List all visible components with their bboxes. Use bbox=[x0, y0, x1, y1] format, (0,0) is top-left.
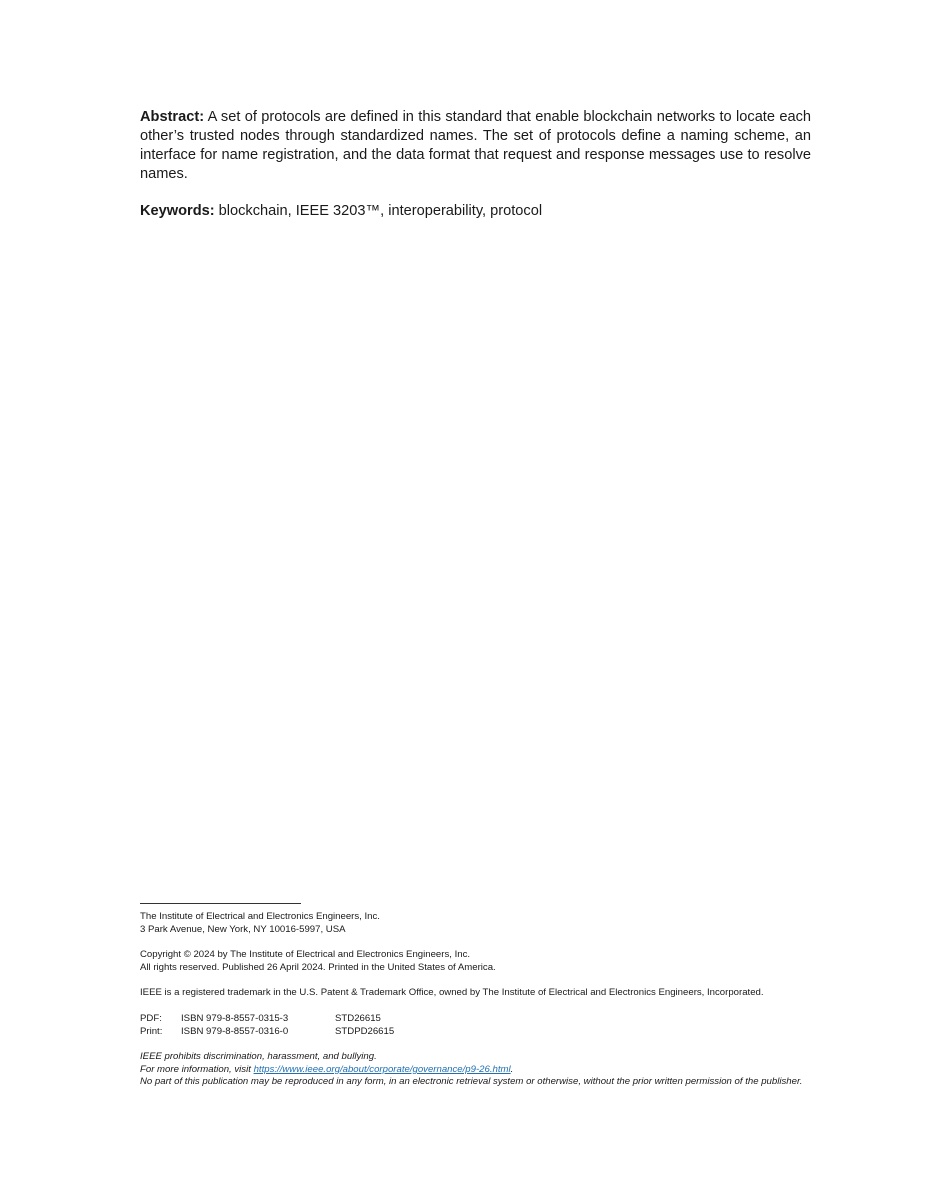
isbn-format-label: Print: bbox=[140, 1025, 163, 1037]
keywords-paragraph bbox=[140, 202, 811, 221]
publication-footer bbox=[140, 903, 811, 1089]
policy-info bbox=[140, 1051, 811, 1089]
publisher-address: 3 Park Avenue, New York, NY 10016-5997, USA bbox=[140, 923, 346, 935]
info-prefix: For more information, visit bbox=[140, 1063, 254, 1075]
isbn-std-code: STD26615 bbox=[335, 1012, 381, 1024]
document-body bbox=[140, 108, 811, 221]
isbn-info bbox=[140, 1013, 811, 1038]
footer-divider bbox=[140, 903, 301, 904]
trademark-info bbox=[140, 987, 811, 1000]
isbn-format-label: PDF: bbox=[140, 1012, 162, 1024]
publisher-info bbox=[140, 911, 811, 936]
abstract-text: A set of protocols are defined in this standard that enable blockchain networks to locate each other’s trusted nodes through standardized names. The set of protocols define a naming scheme, an interface for name registration, and the data format that request and response messages use to resolve names. bbox=[140, 109, 811, 182]
info-line bbox=[140, 1064, 811, 1077]
isbn-row-print bbox=[140, 1026, 811, 1039]
isbn-number: ISBN 979-8-8557-0315-3 bbox=[181, 1012, 289, 1024]
publisher-name: The Institute of Electrical and Electronics Engineers, Inc. bbox=[140, 911, 380, 922]
trademark-line: IEEE is a registered trademark in the U.S. Patent & Trademark Office, owned by The Institute of Electrical and Electronics Engineers, Incorporated. bbox=[140, 987, 764, 999]
info-suffix: . bbox=[510, 1063, 514, 1075]
isbn-std-code: STDPD26615 bbox=[335, 1025, 395, 1037]
isbn-number: ISBN 979-8-8557-0316-0 bbox=[181, 1025, 289, 1037]
policy-line: IEEE prohibits discrimination, harassment, and bullying. bbox=[140, 1051, 377, 1063]
reproduction-notice: No part of this publication may be reproduced in any form, in an electronic retrieval system or otherwise, without the prior written permission of the publisher. bbox=[140, 1076, 803, 1088]
abstract-label: Abstract: bbox=[140, 109, 205, 125]
copyright-info bbox=[140, 949, 811, 974]
keywords-text: blockchain, IEEE 3203™, interoperability, protocol bbox=[214, 203, 543, 219]
keywords-label: Keywords: bbox=[140, 203, 215, 219]
rights-line: All rights reserved. Published 26 April 2024. Printed in the United States of America. bbox=[140, 961, 496, 973]
governance-link[interactable]: https://www.ieee.org/about/corporate/governance/p9-26.html bbox=[253, 1063, 511, 1075]
isbn-row-pdf bbox=[140, 1013, 811, 1026]
copyright-line: Copyright © 2024 by The Institute of Electrical and Electronics Engineers, Inc. bbox=[140, 949, 471, 961]
abstract-paragraph bbox=[140, 108, 811, 184]
